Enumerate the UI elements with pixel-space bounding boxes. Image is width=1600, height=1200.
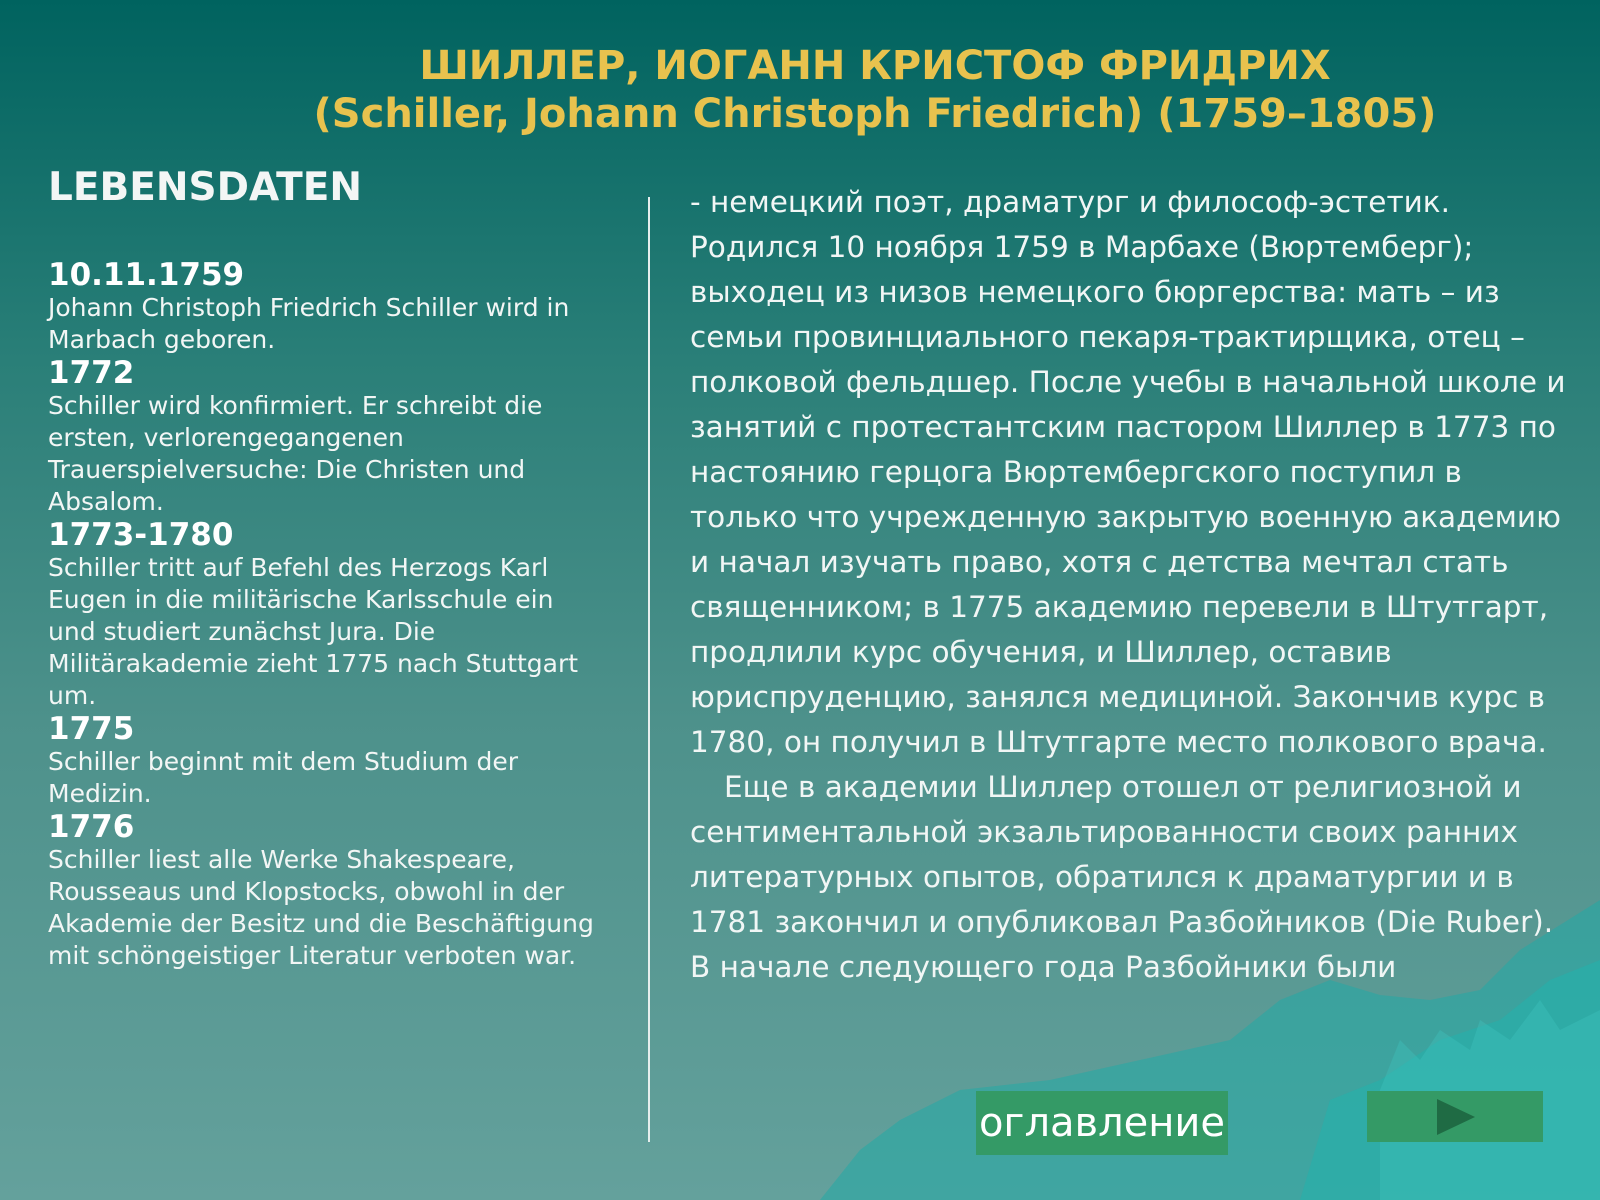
entry-text: Schiller wird konfirmiert. Er schreibt die ersten, verlorengegangenen Trauerspielversuche: Die Christen und Absalom. — [48, 391, 543, 516]
entry-year: 1773-1780 — [48, 517, 234, 553]
title-line-2: (Schiller, Johann Christoph Friedrich) (1759–1805) — [313, 91, 1437, 137]
next-button[interactable] — [1367, 1091, 1543, 1142]
biography-text — [690, 180, 1570, 990]
entry-text: Schiller liest alle Werke Shakespeare, Rousseaus und Klopstocks, obwohl in der Akademie der Besitz und die Beschäftigung mit schöngeistiger Literatur verboten war. — [48, 845, 594, 970]
entry-year: 10.11.1759 — [48, 257, 245, 293]
biography-paragraph-2: Еще в академии Шиллер отошел от религиозной и сентиментальной экзальтированности своих ранних литературных опытов, обратился к драматургии и в 1781 закончил и опубликовал Разбойников (Die Ruber). В начале следующего года Разбойники были — [690, 770, 1554, 984]
timeline-entry — [48, 712, 608, 810]
page-title — [250, 42, 1500, 138]
toc-button-label: оглавление — [978, 1100, 1226, 1146]
entry-year: 1775 — [48, 711, 135, 747]
play-arrow-icon — [1433, 1097, 1477, 1137]
entry-year: 1772 — [48, 355, 135, 391]
title-line-1: ШИЛЛЕР, ИОГАНН КРИСТОФ ФРИДРИХ — [419, 43, 1331, 89]
timeline-entry — [48, 258, 608, 356]
timeline-entry — [48, 356, 608, 518]
entry-text: Johann Christoph Friedrich Schiller wird in Marbach geboren. — [48, 293, 570, 354]
entry-year: 1776 — [48, 809, 135, 845]
biography-paragraph-1: - немецкий поэт, драматург и философ-эстетик. Родился 10 ноября 1759 в Марбахе (Вюртемберг); выходец из низов немецкого бюргерства: мать – из семьи провинциального пекаря-трактирщика, отец – полковой фельдшер. После учебы в начальной школе и занятий с протестантским пастором Шиллер в 1773 по настоянию герцога Вюртембергского поступил в только что учрежденную закрытую военную академию и начал изучать право, хотя с детства мечтал стать священником; в 1775 академию перевели в Штутгарт, продлили курс обучения, и Шиллер, оставив юриспруденцию, занялся медициной. Закончив курс в 1780, он получил в Штутгарте место полкового врача. — [690, 185, 1566, 759]
timeline-entry — [48, 518, 608, 712]
column-divider — [648, 197, 650, 1142]
lebensdaten-heading: LEBENSDATEN — [48, 165, 362, 210]
entry-text: Schiller tritt auf Befehl des Herzogs Karl Eugen in die militärische Karlsschule ein und studiert zunächst Jura. Die Militärakademie zieht 1775 nach Stuttgart um. — [48, 553, 579, 710]
lebensdaten-panel — [48, 165, 608, 972]
table-of-contents-button[interactable] — [976, 1091, 1228, 1155]
entry-text: Schiller beginnt mit dem Studium der Medizin. — [48, 747, 519, 808]
timeline-entry — [48, 810, 608, 972]
